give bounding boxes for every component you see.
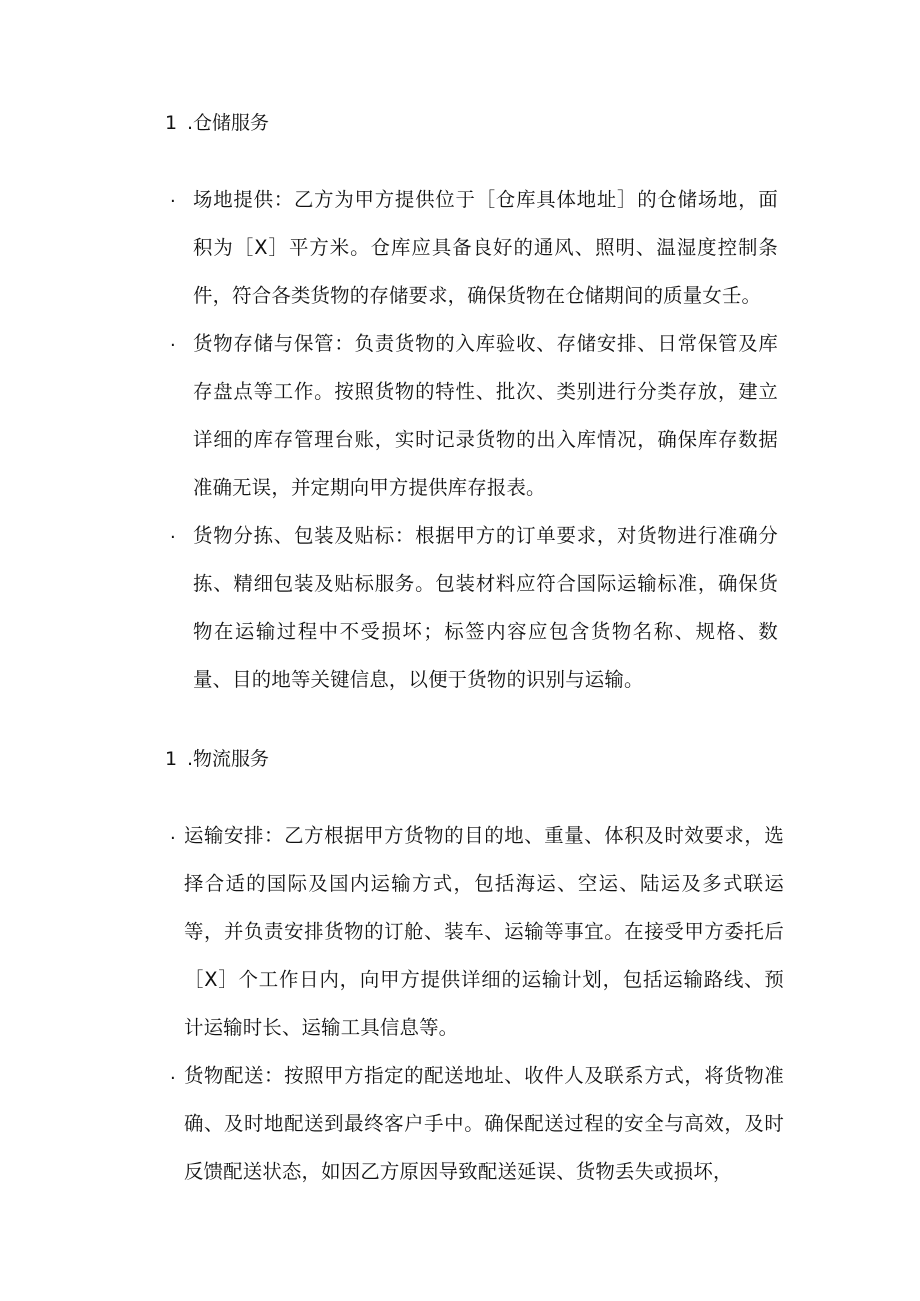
bullet-marker: · bbox=[170, 191, 176, 212]
section-heading-logistics bbox=[165, 746, 269, 772]
section-number: 1 bbox=[165, 748, 178, 770]
list-item-site-provision: 场地提供：乙方为甲方提供位于［仓库具体地址］的仓储场地，面积为［X］平方米。仓库应具备良好的通风、照明、温湿度控制条件，符合各类货物的存储要求，确保货物在仓储期间的质量女壬。 bbox=[193, 188, 778, 307]
section-heading-warehousing bbox=[165, 110, 269, 136]
bullet-marker: · bbox=[170, 335, 176, 356]
bullet-marker: · bbox=[170, 527, 176, 548]
list-item-sorting-packing: 货物分拣、包装及贴标：根据甲方的订单要求，对货物进行准确分拣、精细包装及贴标服务。包装材料应符合国际运输标准，确保货物在运输过程中不受损坏；标签内容应包含货物名称、规格、数量、目的地等关键信息，以便于货物的识别与运输。 bbox=[193, 524, 778, 691]
section-title: .物流服务 bbox=[187, 748, 270, 770]
section-title: .仓储服务 bbox=[187, 112, 270, 134]
bullet-marker: · bbox=[170, 1068, 176, 1089]
list-item-transport-arrangement: 运输安排：乙方根据甲方货物的目的地、重量、体积及时效要求，选择合适的国际及国内运输方式，包括海运、空运、陆运及多式联运等，并负责安排货物的订舱、装车、运输等事宜。在接受甲方委托后［X］个工作日内，向甲方提供详细的运输计划，包括运输路线、预计运输时长、运输工具信息等。 bbox=[184, 824, 784, 1039]
bullet-marker: · bbox=[170, 828, 176, 849]
list-item-storage-custody: 货物存储与保管：负责货物的入库验收、存储安排、日常保管及库存盘点等工作。按照货物的特性、批次、类别进行分类存放，建立详细的库存管理台账，实时记录货物的出入库情况，确保库存数据准确无误，并定期向甲方提供库存报表。 bbox=[193, 332, 778, 499]
section-number: 1 bbox=[165, 112, 178, 134]
list-item-delivery: 货物配送：按照甲方指定的配送地址、收件人及联系方式，将货物准确、及时地配送到最终客户手中。确保配送过程的安全与高效，及时反馈配送状态，如因乙方原因导致配送延误、货物丢失或损坏， bbox=[184, 1064, 784, 1183]
